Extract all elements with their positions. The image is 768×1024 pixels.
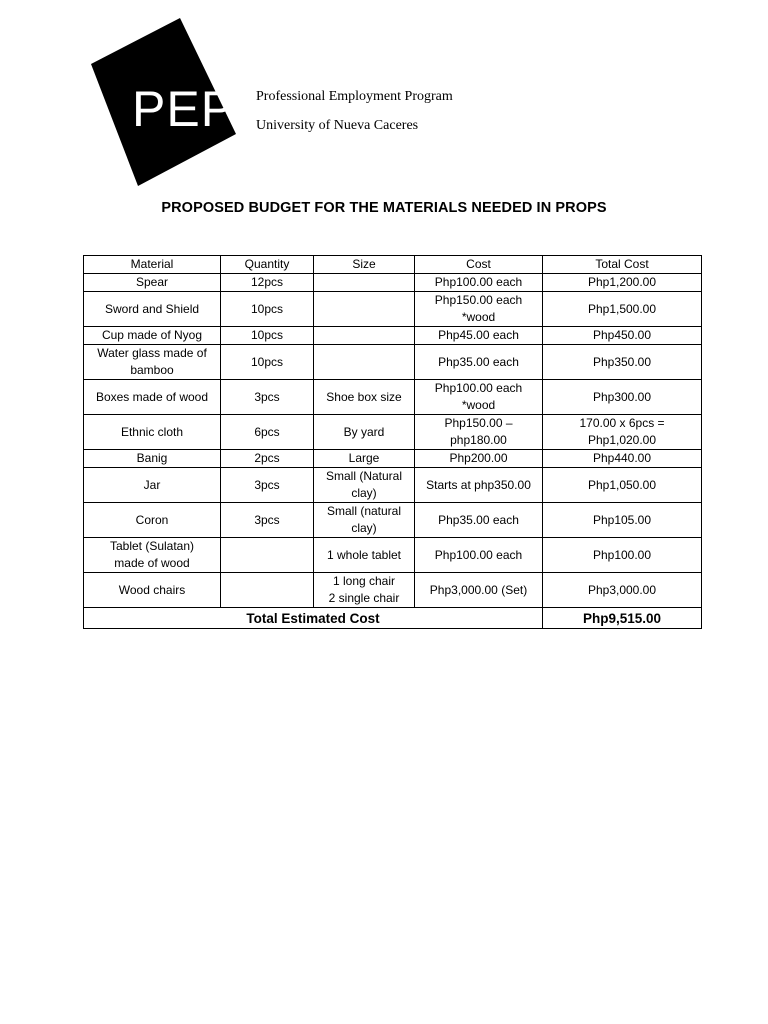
cost-cell: Php100.00 each (415, 538, 543, 573)
material-cell: Water glass made of bamboo (84, 345, 221, 380)
total-value: Php9,515.00 (543, 608, 702, 629)
quantity-cell: 3pcs (221, 468, 314, 503)
material-cell: Coron (84, 503, 221, 538)
quantity-cell (221, 573, 314, 608)
material-cell: Tablet (Sulatan) made of wood (84, 538, 221, 573)
table-header-row (84, 256, 702, 274)
total-cost-cell: 170.00 x 6pcs = Php1,020.00 (543, 415, 702, 450)
quantity-cell: 10pcs (221, 327, 314, 345)
quantity-cell (221, 538, 314, 573)
material-cell: Spear (84, 274, 221, 292)
material-cell: Ethnic cloth (84, 415, 221, 450)
total-cost-cell: Php1,050.00 (543, 468, 702, 503)
cost-cell: Starts at php350.00 (415, 468, 543, 503)
column-header: Total Cost (543, 256, 702, 274)
quantity-cell: 10pcs (221, 345, 314, 380)
total-cost-cell: Php450.00 (543, 327, 702, 345)
table-row (84, 380, 702, 415)
size-cell: Small (Natural clay) (314, 468, 415, 503)
size-cell: Small (natural clay) (314, 503, 415, 538)
total-row (84, 608, 702, 629)
size-cell: Shoe box size (314, 380, 415, 415)
size-cell: 1 whole tablet (314, 538, 415, 573)
table-row (84, 450, 702, 468)
pep-logo (88, 16, 238, 188)
table-row (84, 415, 702, 450)
total-label: Total Estimated Cost (84, 608, 543, 629)
size-cell: Large (314, 450, 415, 468)
material-cell: Wood chairs (84, 573, 221, 608)
quantity-cell: 3pcs (221, 503, 314, 538)
material-cell: Jar (84, 468, 221, 503)
material-cell: Cup made of Nyog (84, 327, 221, 345)
cost-cell: Php150.00 – php180.00 (415, 415, 543, 450)
organization-info (256, 82, 453, 140)
cost-cell: Php35.00 each (415, 503, 543, 538)
total-cost-cell: Php3,000.00 (543, 573, 702, 608)
org-name: Professional Employment Program (256, 89, 453, 104)
material-cell: Sword and Shield (84, 292, 221, 327)
cost-cell: Php100.00 each *wood (415, 380, 543, 415)
university-name: University of Nueva Caceres (256, 118, 419, 133)
table-row (84, 345, 702, 380)
table-row (84, 538, 702, 573)
table-row (84, 468, 702, 503)
table-row (84, 327, 702, 345)
total-cost-cell: Php105.00 (543, 503, 702, 538)
size-cell (314, 292, 415, 327)
cost-cell: Php200.00 (415, 450, 543, 468)
size-cell (314, 327, 415, 345)
table-row (84, 573, 702, 608)
material-cell: Boxes made of wood (84, 380, 221, 415)
material-cell: Banig (84, 450, 221, 468)
logo-text: PEP (132, 81, 236, 137)
document-title: PROPOSED BUDGET FOR THE MATERIALS NEEDED IN PROPS (161, 200, 607, 216)
table-row (84, 292, 702, 327)
cost-cell: Php100.00 each (415, 274, 543, 292)
size-cell (314, 345, 415, 380)
quantity-cell: 12pcs (221, 274, 314, 292)
cost-cell: Php3,000.00 (Set) (415, 573, 543, 608)
quantity-cell: 6pcs (221, 415, 314, 450)
size-cell: By yard (314, 415, 415, 450)
cost-cell: Php150.00 each *wood (415, 292, 543, 327)
column-header: Quantity (221, 256, 314, 274)
quantity-cell: 10pcs (221, 292, 314, 327)
column-header: Cost (415, 256, 543, 274)
size-cell (314, 274, 415, 292)
total-cost-cell: Php300.00 (543, 380, 702, 415)
quantity-cell: 2pcs (221, 450, 314, 468)
table-row (84, 503, 702, 538)
total-cost-cell: Php350.00 (543, 345, 702, 380)
total-cost-cell: Php100.00 (543, 538, 702, 573)
column-header: Material (84, 256, 221, 274)
table-row (84, 274, 702, 292)
quantity-cell: 3pcs (221, 380, 314, 415)
total-cost-cell: Php1,200.00 (543, 274, 702, 292)
cost-cell: Php45.00 each (415, 327, 543, 345)
cost-cell: Php35.00 each (415, 345, 543, 380)
total-cost-cell: Php1,500.00 (543, 292, 702, 327)
total-cost-cell: Php440.00 (543, 450, 702, 468)
budget-table (83, 255, 702, 629)
column-header: Size (314, 256, 415, 274)
size-cell: 1 long chair 2 single chair (314, 573, 415, 608)
